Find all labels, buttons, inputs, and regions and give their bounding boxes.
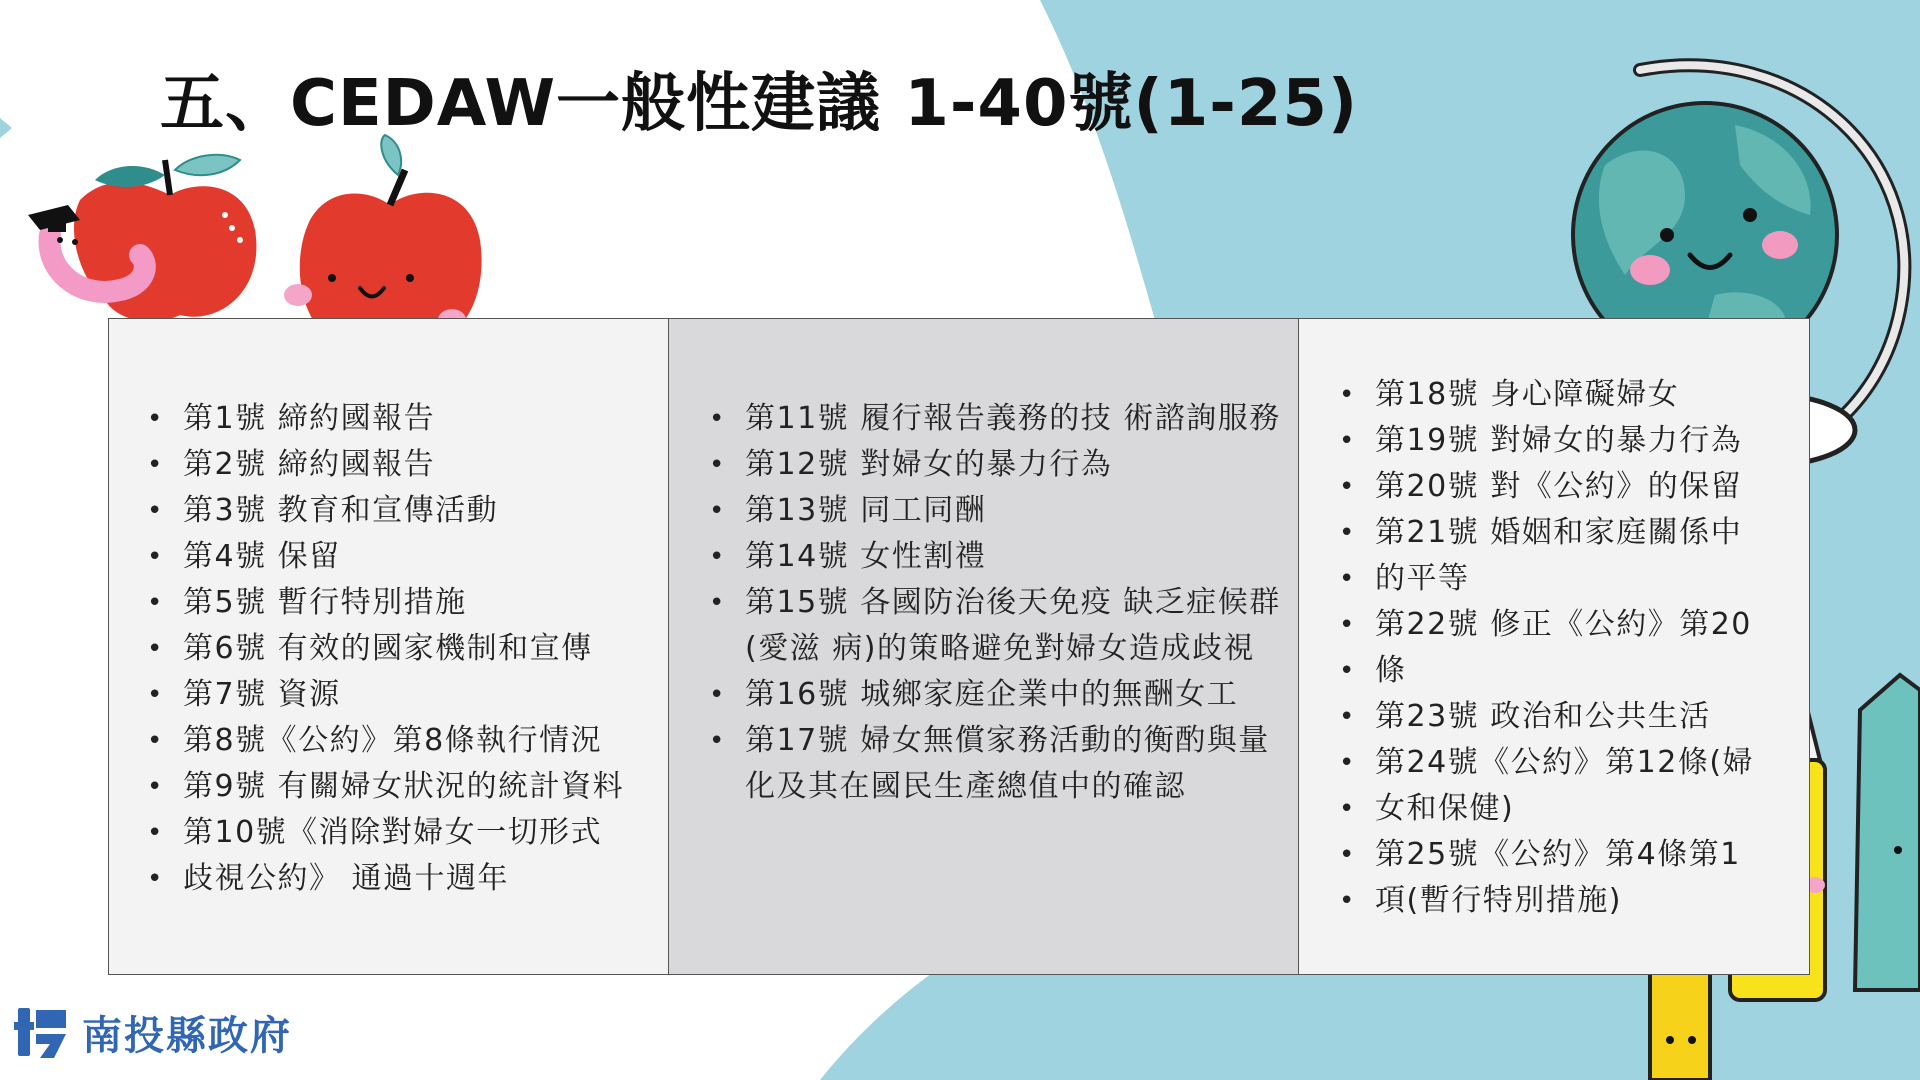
recommendation-item: • 第14號 女性割禮 [705,534,1290,580]
logo-icon [14,1004,70,1060]
recommendation-item: • 歧視公約》 通過十週年 [143,856,663,902]
recommendation-item: • 項(暫行特別措施) [1335,878,1805,924]
column-3 [1299,319,1809,974]
recommendation-item: • 第7號 資源 [143,672,663,718]
recommendations-table [108,318,1810,975]
recommendation-item: • 第5號 暫行特別措施 [143,580,663,626]
recommendation-item: • 第18號 身心障礙婦女 [1335,372,1805,418]
page-title: 五、CEDAW一般性建議 1-40號(1-25) [160,67,1359,141]
recommendation-item: • 第4號 保留 [143,534,663,580]
recommendation-item: • 第23號 政治和公共生活 [1335,694,1805,740]
recommendation-item: • 第10號《消除對婦女一切形式 [143,810,663,856]
logo-text: 南投縣政府 [82,1012,292,1059]
recommendation-item: • 第17號 婦女無償家務活動的衡酌與量化及其在國民生產總值中的確認 [705,718,1290,810]
recommendation-item: • 第2號 締約國報告 [143,442,663,488]
recommendation-list-2 [705,396,1290,810]
recommendation-item: • 女和保健) [1335,786,1805,832]
recommendation-list-3 [1335,372,1805,924]
recommendation-item: • 第22號 修正《公約》第20 [1335,602,1805,648]
recommendation-list-1 [143,396,663,902]
column-1 [109,319,669,974]
recommendation-item: • 第25號《公約》第4條第1 [1335,832,1805,878]
recommendation-item: • 第13號 同工同酬 [705,488,1290,534]
recommendation-item: • 第1號 締約國報告 [143,396,663,442]
recommendation-item: • 第16號 城鄉家庭企業中的無酬女工 [705,672,1290,718]
government-logo [14,1002,292,1062]
recommendation-item: • 第21號 婚姻和家庭關係中 [1335,510,1805,556]
recommendation-item: • 第9號 有關婦女狀況的統計資料 [143,764,663,810]
recommendation-item: • 第24號《公約》第12條(婦 [1335,740,1805,786]
column-2 [669,319,1299,974]
recommendation-item: • 第15號 各國防治後天免疫 缺乏症候群(愛滋 病)的策略避免對婦女造成歧視 [705,580,1290,672]
recommendation-item: • 第12號 對婦女的暴力行為 [705,442,1290,488]
recommendation-item: • 條 [1335,648,1805,694]
recommendation-item: • 第8號《公約》第8條執行情況 [143,718,663,764]
recommendation-item: • 第19號 對婦女的暴力行為 [1335,418,1805,464]
recommendation-item: • 第3號 教育和宣傳活動 [143,488,663,534]
recommendation-item: • 第11號 履行報告義務的技 術諮詢服務 [705,396,1290,442]
recommendation-item: • 的平等 [1335,556,1805,602]
recommendation-item: • 第20號 對《公約》的保留 [1335,464,1805,510]
recommendation-item: • 第6號 有效的國家機制和宣傳 [143,626,663,672]
apple-with-worm-illustration [20,140,270,330]
